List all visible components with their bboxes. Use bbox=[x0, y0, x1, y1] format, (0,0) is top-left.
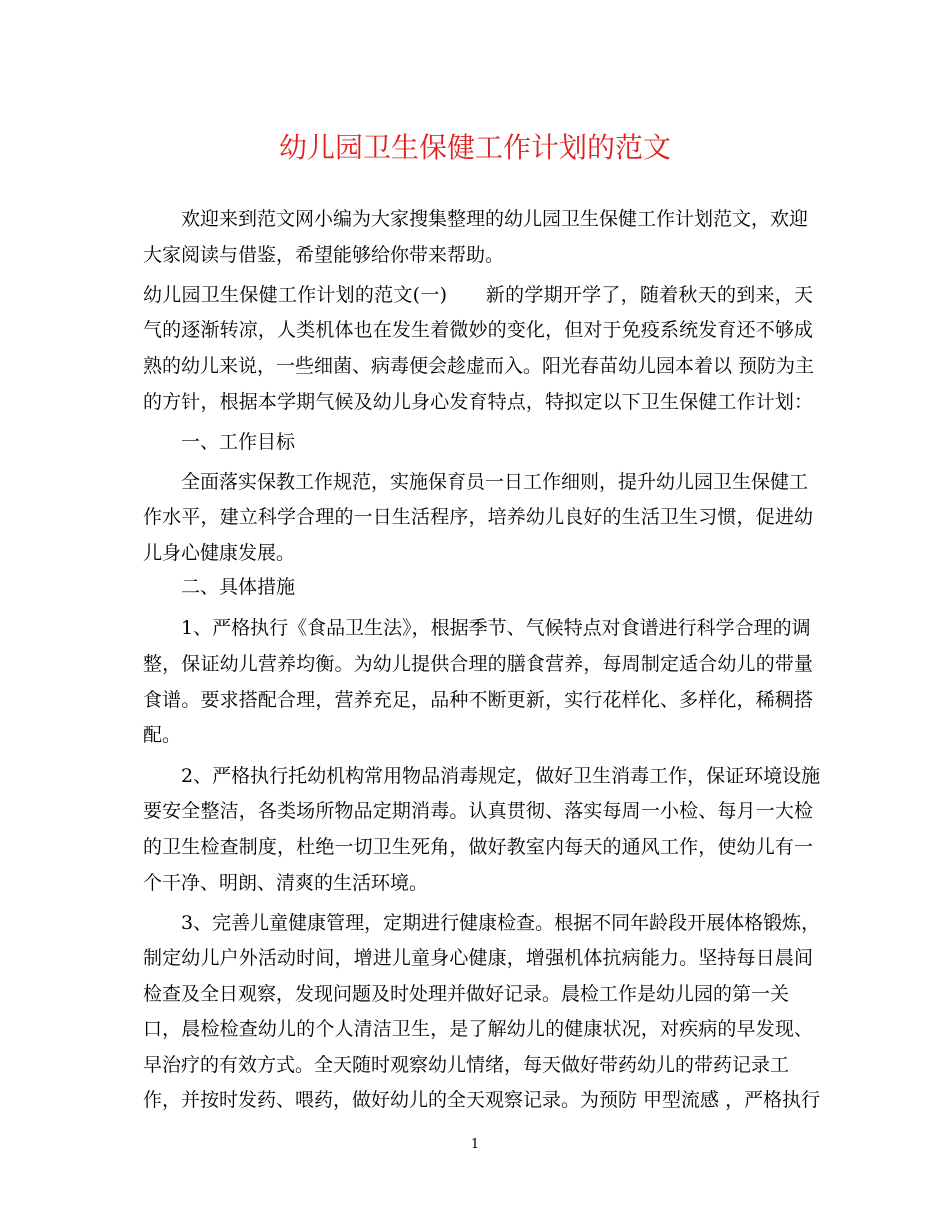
text-line: 2、严格执行托幼机构常用物品消毒规定，做好卫生消毒工作，保证环境设施 bbox=[181, 765, 821, 787]
text-line: 制定幼儿户外活动时间，增进儿童身心健康，增强机体抗病能力。坚持每日晨间 bbox=[143, 947, 813, 969]
text-line: 作，并按时发药、喂药，做好幼儿的全天观察记录。为预防 甲型流感 ，严格执行 bbox=[143, 1089, 821, 1111]
text-line: 的卫生检查制度，杜绝一切卫生死角，做好教室内每天的通风工作，使幼儿有一 bbox=[143, 836, 813, 858]
text-line: 整，保证幼儿营养均衡。为幼儿提供合理的膳食营养，每周制定适合幼儿的带量 bbox=[143, 653, 813, 675]
text-line: 作水平，建立科学合理的一日生活程序，培养幼儿良好的生活卫生习惯，促进幼 bbox=[143, 506, 813, 528]
text-line: 熟的幼儿来说，一些细菌、病毒便会趁虚而入。阳光春苗幼儿园本着以 预防为主 bbox=[143, 355, 815, 377]
page-title: 幼儿园卫生保健工作计划的范文 bbox=[278, 131, 671, 164]
text-line: 要安全整洁，各类场所物品定期消毒。认真贯彻、落实每周一小检、每月一大检 bbox=[143, 800, 813, 822]
text-line: 气的逐渐转凉，人类机体也在发生着微妙的变化，但对于免疫系统发育还不够成 bbox=[143, 319, 813, 341]
text-line: 大家阅读与借鉴，希望能够给你带来帮助。 bbox=[143, 244, 505, 266]
text-line: 食谱。要求搭配合理，营养充足，品种不断更新，实行花样化、多样化，稀稠搭 bbox=[143, 689, 813, 711]
text-line: 儿身心健康发展。 bbox=[143, 542, 296, 564]
text-line: 配。 bbox=[143, 724, 182, 746]
section-heading: 二、具体措施 bbox=[181, 576, 296, 598]
text-line: 的方针，根据本学期气候及幼儿身心发育特点，特拟定以下卫生保健工作计划： bbox=[143, 391, 813, 413]
section-heading: 一、工作目标 bbox=[181, 431, 296, 453]
page-number: 1 bbox=[470, 1137, 480, 1152]
text-line: 全面落实保教工作规范，实施保育员一日工作细则，提升幼儿园卫生保健工 bbox=[181, 471, 809, 493]
text-line: 幼儿园卫生保健工作计划的范文(一) 新的学期开学了，随着秋天的到来，天 bbox=[143, 284, 813, 306]
text-line: 检查及全日观察，发现问题及时处理并做好记录。晨检工作是幼儿园的第一关 bbox=[143, 983, 790, 1005]
text-line: 个干净、明朗、清爽的生活环境。 bbox=[143, 872, 429, 894]
text-line: 3、完善儿童健康管理，定期进行健康检查。根据不同年龄段开展体格锻炼， bbox=[181, 912, 821, 934]
text-line: 欢迎来到范文网小编为大家搜集整理的幼儿园卫生保健工作计划范文，欢迎 bbox=[181, 208, 809, 230]
text-line: 口，晨检检查幼儿的个人清洁卫生，是了解幼儿的健康状况，对疾病的早发现、 bbox=[143, 1018, 813, 1040]
text-line: 1、严格执行《食品卫生法》，根据季节、气候特点对食谱进行科学合理的调 bbox=[181, 617, 811, 639]
text-line: 早治疗的有效方式。全天随时观察幼儿情绪，每天做好带药幼儿的带药记录工 bbox=[143, 1054, 790, 1076]
